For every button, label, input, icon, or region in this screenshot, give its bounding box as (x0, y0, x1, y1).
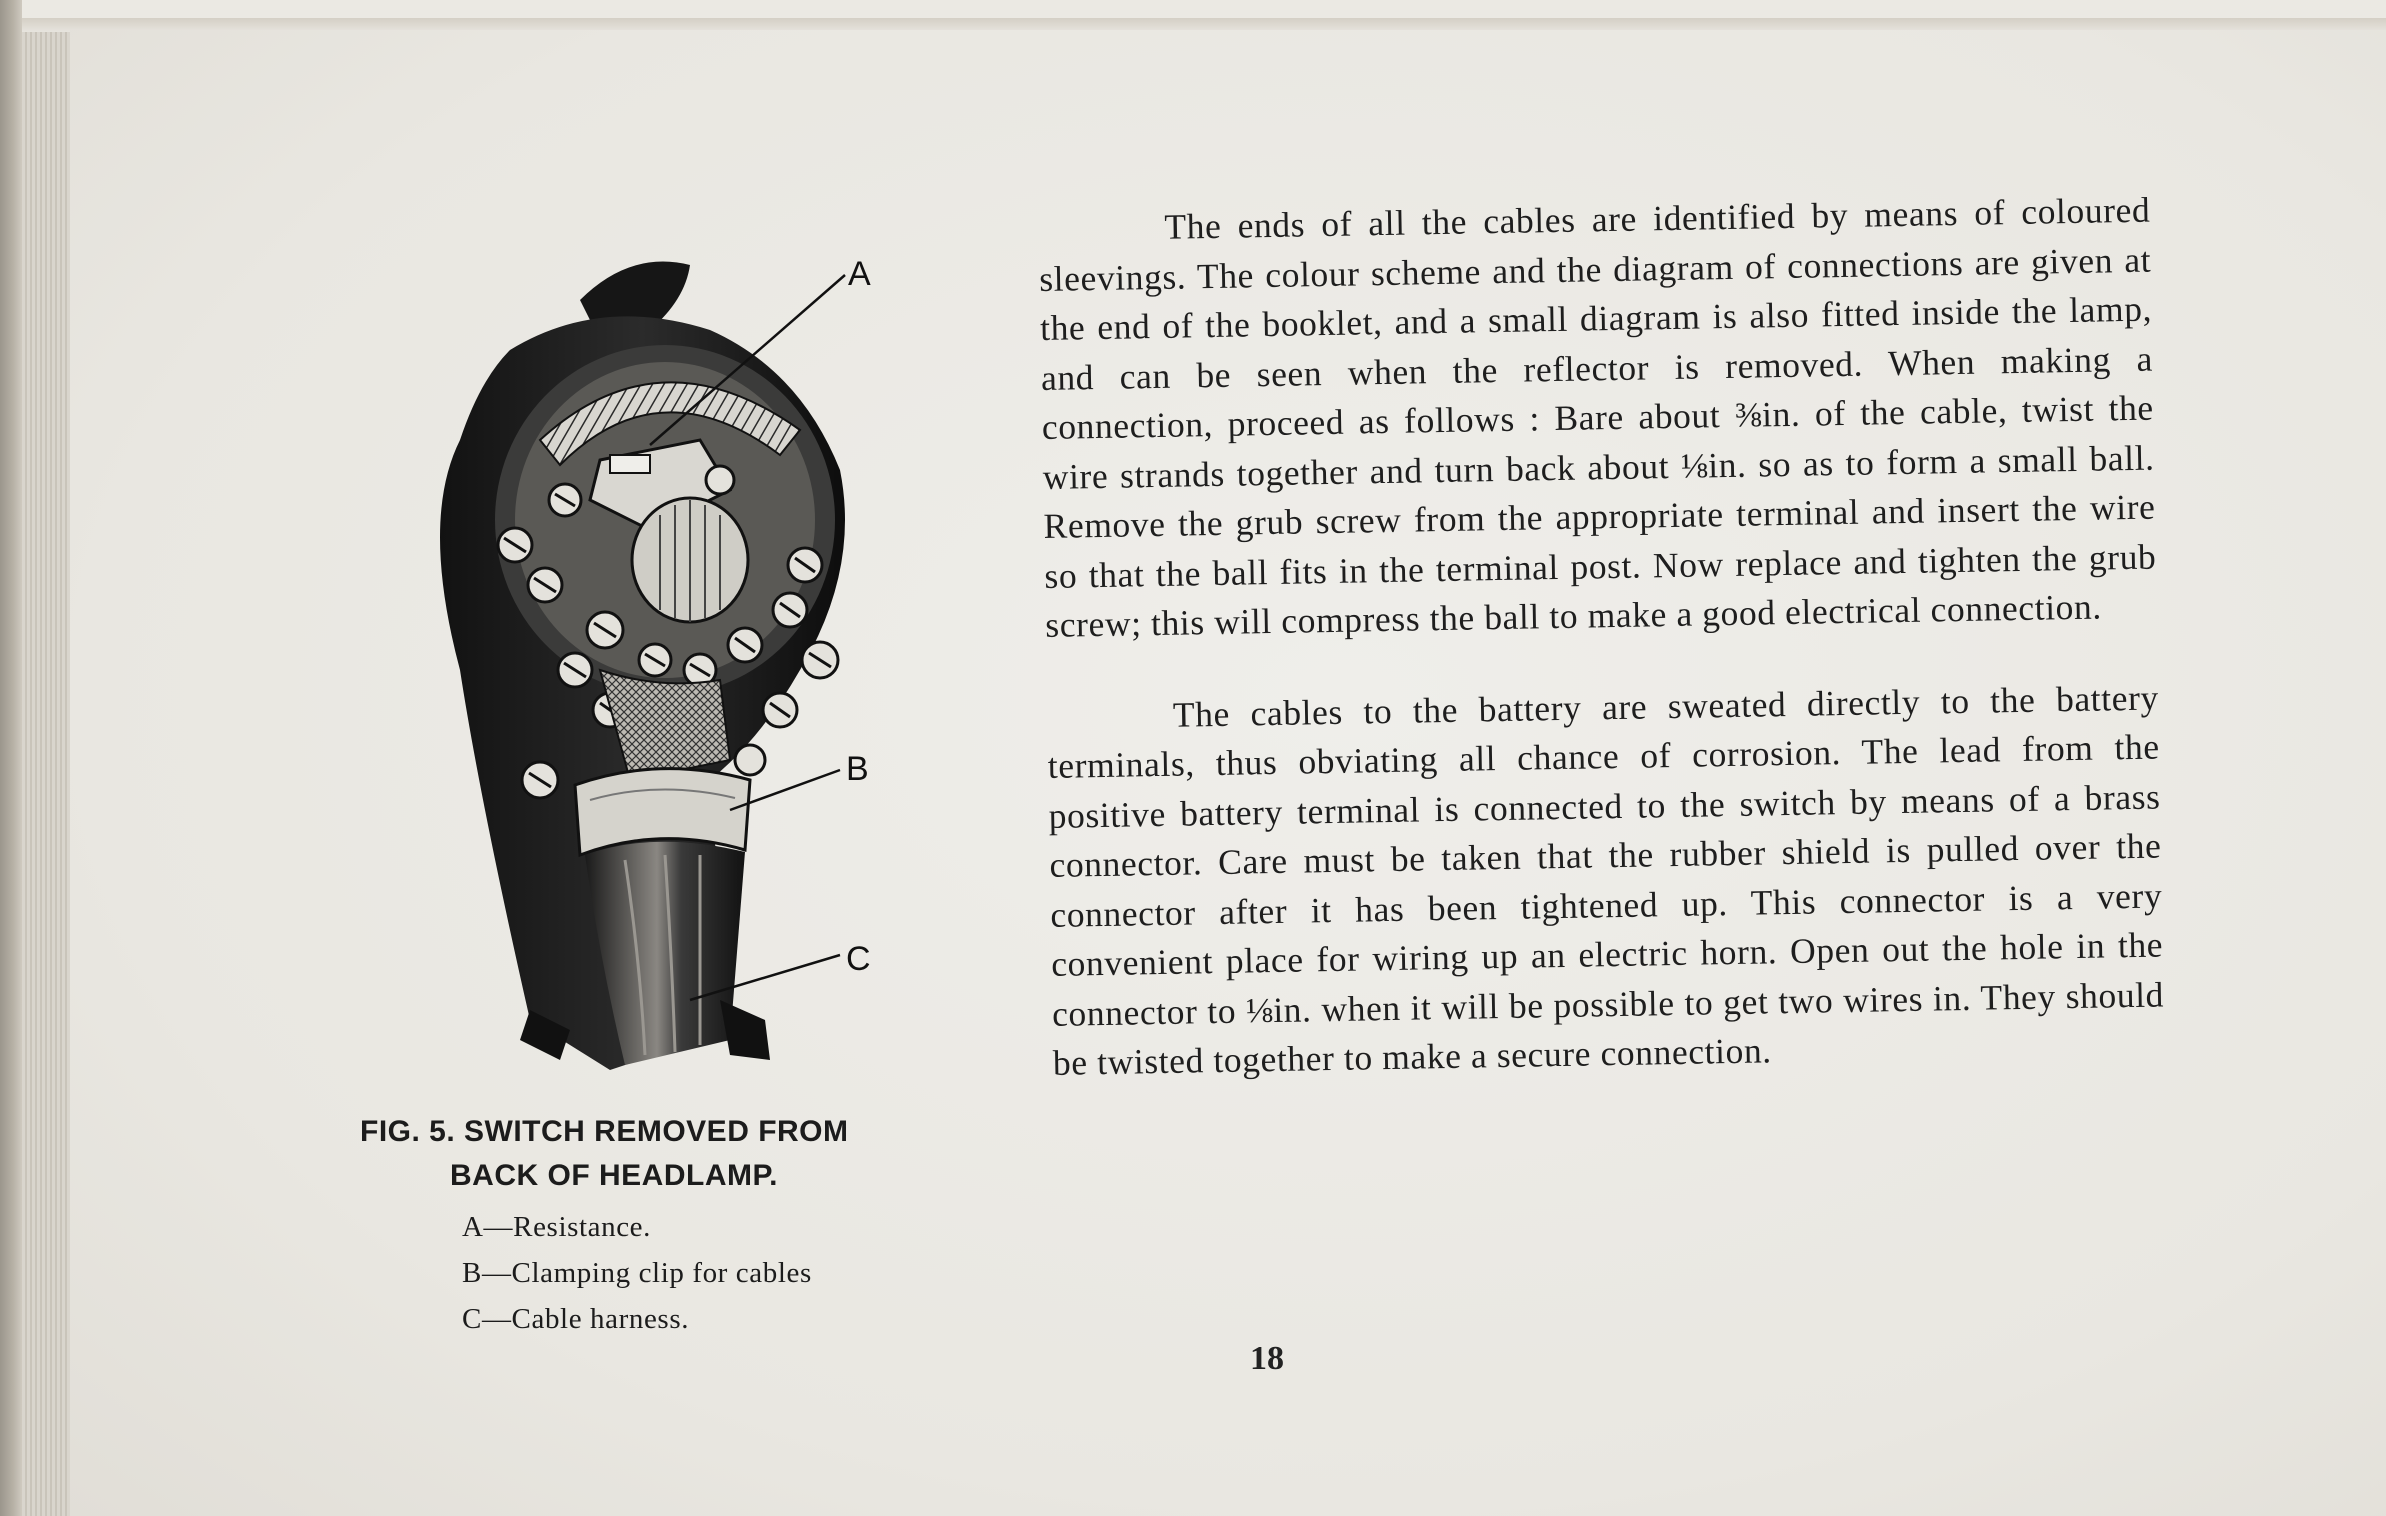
switch-illustration (400, 240, 920, 1100)
legend-item-b: B—Clamping clip for cables (462, 1257, 812, 1289)
figure-caption (340, 1110, 980, 1342)
callout-a: A (848, 255, 871, 293)
caption-legend (340, 1204, 980, 1342)
page-number: 18 (1250, 1340, 1284, 1377)
legend-item-a: A—Resistance. (462, 1211, 652, 1243)
book-spine (0, 0, 22, 1516)
legend-item-c: C—Cable harness. (462, 1303, 690, 1335)
paragraph-battery-cables: The cables to the battery are sweated directly to the battery terminals, thus obviating all chance of corrosion. The lead from the positive battery terminal is connected to the switch by means of a brass connector. Care must be taken that the rubber shield is pulled over the connector after it has been tightened up. This connector is a very convenient place for wiring up an electric horn. Open out the hole in the connector to ⅛in. when it will be possible to get two wires in. They should be twisted together to make a secure connection. (1047, 677, 2165, 1083)
paragraph-cable-identification: The ends of all the cables are identified by means of coloured sleevings. The colour scheme and the diagram of connections are given at the end of the booklet, and a small diagram is also fitted inside the lamp, and can be seen when the reflector is removed. When making a connection, proceed as follows : Bare about ⅜in. of the cable, twist the wire strands together and turn back about ⅛in. so as to form a small ball. Remove the grub screw from the appropriate terminal and insert the wire so that the ball fits in the terminal post. Now replace and tighten the grub screw; this will compress the ball to make a good electrical connection. (1038, 189, 2157, 645)
caption-title-line-1: FIG. 5. SWITCH REMOVED FROM (360, 1115, 849, 1148)
page-edges (22, 20, 74, 1516)
callout-c: C (846, 940, 871, 978)
body-text (1038, 186, 2165, 1089)
caption-title (340, 1110, 980, 1198)
caption-title-line-2: BACK OF HEADLAMP. (450, 1159, 778, 1192)
callout-b: B (846, 750, 869, 788)
